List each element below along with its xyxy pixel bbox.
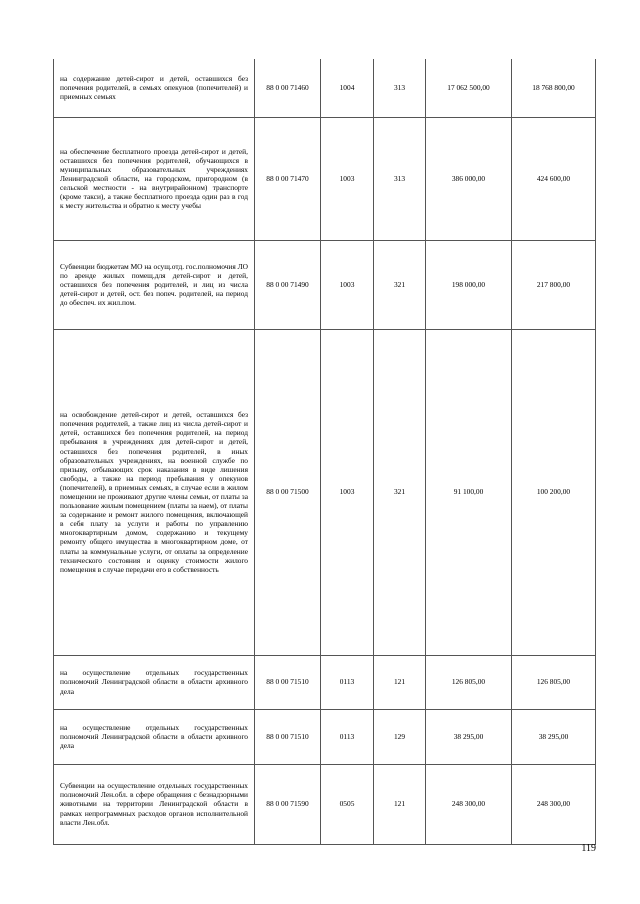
row-year1: 248 300,00 [426,764,512,844]
row-year2: 38 295,00 [512,709,596,764]
row-year1: 17 062 500,00 [426,59,512,117]
row-csr: 88 0 00 71460 [255,59,321,117]
row-name: Субвенции на осуществление отдельных государственных полномочий Лен.обл. в сфере обращения с безнадзорными животными на территории Ленинградской области в рамках непрограммных расходов органов исполнительной власти Лен.обл. [54,764,255,844]
row-vr: 121 [374,764,426,844]
row-vr: 313 [374,117,426,240]
table-row [54,709,596,764]
row-year1: 38 295,00 [426,709,512,764]
table-row [54,117,596,240]
row-year2: 100 200,00 [512,329,596,655]
row-name: на обеспечение бесплатного проезда детей-сирот и детей, оставшихся без попечения родителей, обучающихся в муниципальных образовательных учреждениях Ленинградской области, на городском, пригородном (в сельской местности - на внутрирайонном) транспорте (кроме такси), а также бесплатного проезда один раз в год к месту жительства и обратно к месту учебы [54,117,255,240]
row-vr: 121 [374,655,426,709]
row-year2: 248 300,00 [512,764,596,844]
row-csr: 88 0 00 71470 [255,117,321,240]
row-year2: 424 600,00 [512,117,596,240]
row-year1: 91 100,00 [426,329,512,655]
row-section: 1003 [321,240,374,329]
row-year2: 217 800,00 [512,240,596,329]
row-csr: 88 0 00 71490 [255,240,321,329]
row-vr: 321 [374,240,426,329]
row-name: на осуществление отдельных государственных полномочий Ленинградской области в области архивного дела [54,655,255,709]
page-number: 119 [581,843,596,854]
budget-table [53,59,596,845]
table-row [54,59,596,117]
row-name: на освобождение детей-сирот и детей, оставшихся без попечения родителей, а также лиц из числа детей-сирот и детей, оставшихся без попечения родителей, на период пребывания в учреждениях для детей-сирот и детей, оставшихся без попечения родителей, в иных образовательных учреждениях, на военной службе по призыву, отбывающих срок наказания в виде лишения свободы, а также на период пребывания у опекунов (попечителей), в приемных семьях, в случае если в жилом помещении не проживают другие члены семьи, от платы за пользование жилым помещением (платы за наем), от платы за содержание и ремонт жилого помещения, включающей в себя плату за услуги и работы по управлению многоквартирным домом, содержанию и текущему ремонту общего имущества в многоквартирном доме, от платы за коммунальные услуги, от оплаты за определение технического состояния и оценку стоимости жилого помещения в случае передачи его в собственность [54,329,255,655]
row-csr: 88 0 00 71510 [255,655,321,709]
table-row [54,329,596,655]
row-vr: 129 [374,709,426,764]
row-section: 1004 [321,59,374,117]
row-year1: 386 000,00 [426,117,512,240]
row-section: 1003 [321,117,374,240]
row-csr: 88 0 00 71590 [255,764,321,844]
table-row [54,764,596,844]
row-vr: 313 [374,59,426,117]
row-year2: 18 768 800,00 [512,59,596,117]
row-section: 0113 [321,655,374,709]
row-section: 0113 [321,709,374,764]
table-row [54,655,596,709]
row-name: на содержание детей-сирот и детей, оставшихся без попечения родителей, в семьях опекунов (попечителей) и приемных семьях [54,59,255,117]
row-section: 1003 [321,329,374,655]
table-row [54,240,596,329]
row-vr: 321 [374,329,426,655]
row-year1: 198 000,00 [426,240,512,329]
row-section: 0505 [321,764,374,844]
row-csr: 88 0 00 71510 [255,709,321,764]
row-name: на осуществление отдельных государственных полномочий Ленинградской области в области архивного дела [54,709,255,764]
row-year1: 126 805,00 [426,655,512,709]
row-name: Субвенции бюджетам МО на осущ.отд. гос.полномочия ЛО по аренде жилых помещ.для детей-сирот и детей, оставшихся без попечения родителей, и лиц из числа детей-сирот и детей, ост. без попеч. родителей, на период до обеспеч. их жил.пом. [54,240,255,329]
row-csr: 88 0 00 71500 [255,329,321,655]
row-year2: 126 805,00 [512,655,596,709]
